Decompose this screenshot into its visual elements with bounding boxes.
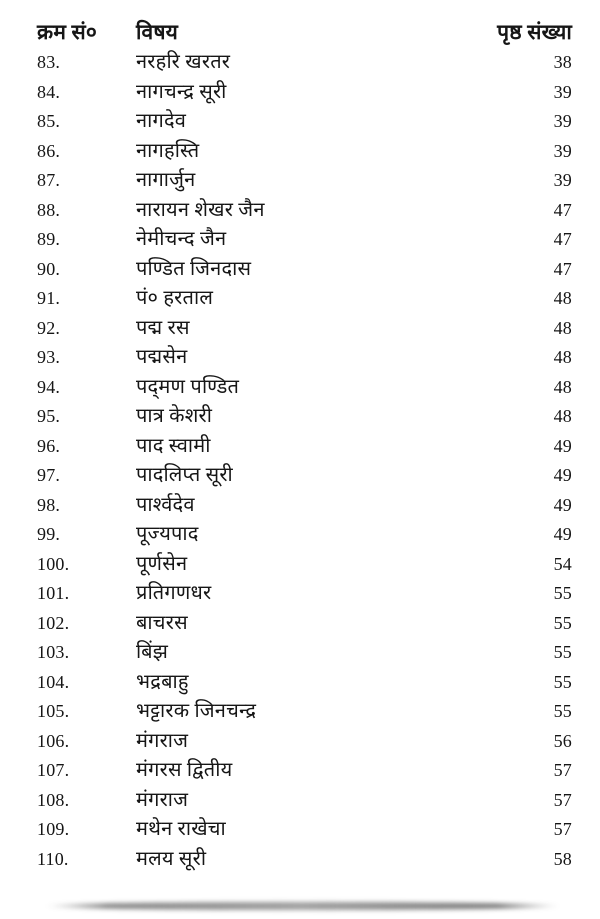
header-serial-column: क्रम सं० [37,20,98,44]
page-cell: 54 [553,553,572,574]
serial-cell: 94. [37,376,61,397]
serial-cell: 96. [37,435,61,456]
subject-cell: पाद स्वामी [136,434,211,457]
page-cell: 39 [553,81,572,102]
page-cell: 57 [553,819,572,839]
subject-cell: मथेन राखेचा [136,818,226,840]
subject-cell: भद्रबाहु [136,670,189,693]
page-cell: 48 [553,347,572,367]
scan-shadow-artifact [45,902,560,910]
page-cell: 56 [553,730,572,751]
subject-cell: पद्म रस [136,316,190,339]
subject-cell: नागदेव [136,110,187,132]
table-row [0,78,600,108]
subject-cell: नागार्जुन [136,169,196,191]
serial-cell: 84. [37,81,61,102]
page-cell: 48 [553,317,572,338]
subject-cell: मलय सूरी [136,847,207,870]
page-cell: 49 [553,494,572,515]
serial-cell: 108. [37,789,70,810]
subject-cell: भट्टारक जिनचन्द्र [136,700,257,722]
table-row [0,638,600,668]
subject-cell: बाचरस [136,611,188,634]
table-row [0,402,600,432]
serial-cell: 91. [37,288,61,308]
page-cell: 39 [553,111,572,131]
subject-cell: मंगराज [136,788,189,811]
serial-cell: 83. [37,52,61,72]
serial-cell: 90. [37,258,61,279]
table-row [0,756,600,786]
serial-cell: 100. [37,553,70,574]
table-row [0,166,600,196]
subject-cell: नागचन्द्र सूरी [136,80,227,103]
subject-cell: पात्र केशरी [136,405,213,427]
serial-cell: 107. [37,760,70,780]
page-cell: 39 [553,170,572,190]
table-row [0,196,600,226]
table-row [0,727,600,757]
page-cell: 57 [553,789,572,810]
serial-cell: 86. [37,140,61,161]
table-row [0,845,600,875]
page-cell: 49 [553,435,572,456]
subject-cell: नेमीचन्द जैन [136,228,227,250]
page-cell: 48 [553,376,572,397]
table-row [0,609,600,639]
table-row [0,550,600,580]
serial-cell: 106. [37,730,70,751]
serial-cell: 97. [37,465,61,485]
table-row [0,225,600,255]
table-row [0,815,600,845]
page-cell: 55 [553,671,572,692]
page-cell: 57 [553,760,572,780]
page-cell: 55 [553,701,572,721]
serial-cell: 102. [37,612,70,633]
table-row [0,314,600,344]
serial-cell: 101. [37,583,70,603]
subject-cell: बिंझ [136,641,169,663]
table-row [0,284,600,314]
table-body [0,48,600,874]
subject-cell: मंगराज [136,729,189,752]
serial-cell: 85. [37,111,61,131]
page-cell: 38 [553,52,572,72]
subject-cell: प्रतिगणधर [136,582,212,604]
subject-cell: पं० हरताल [136,287,214,309]
page-cell: 49 [553,465,572,485]
serial-cell: 103. [37,642,70,662]
serial-cell: 88. [37,199,61,220]
table-header [0,16,600,48]
serial-cell: 105. [37,701,70,721]
serial-cell: 92. [37,317,61,338]
subject-cell: पद्मसेन [136,346,188,368]
serial-cell: 109. [37,819,70,839]
serial-cell: 87. [37,170,61,190]
serial-cell: 110. [37,848,69,869]
serial-cell: 104. [37,671,70,692]
subject-cell: पद्‌मण पण्डित [136,375,240,398]
table-row [0,48,600,78]
subject-cell: पार्श्वदेव [136,493,195,516]
table-row [0,137,600,167]
serial-cell: 93. [37,347,61,367]
serial-cell: 89. [37,229,61,249]
page-cell: 58 [553,848,572,869]
table-row [0,255,600,285]
page-cell: 47 [553,229,572,249]
serial-cell: 95. [37,406,61,426]
subject-cell: नारायन शेखर जैन [136,198,265,221]
page-cell: 39 [553,140,572,161]
subject-cell: नागहस्ति [136,139,200,162]
page-cell: 47 [553,199,572,220]
table-row [0,373,600,403]
table-row [0,786,600,816]
page-cell: 48 [553,288,572,308]
page-cell: 55 [553,612,572,633]
table-row [0,461,600,491]
subject-cell: मंगरस द्वितीय [136,759,233,781]
table-row [0,668,600,698]
header-subject-column: विषय [136,20,179,44]
table-row [0,491,600,521]
table-row [0,520,600,550]
page-cell: 47 [553,258,572,279]
page-cell: 48 [553,406,572,426]
table-row [0,107,600,137]
subject-cell: पण्डित जिनदास [136,257,252,280]
header-page-column: पृष्ठ संख्या [497,20,572,44]
table-row [0,579,600,609]
page-cell: 55 [553,583,572,603]
serial-cell: 98. [37,494,61,515]
serial-cell: 99. [37,524,61,544]
table-row [0,343,600,373]
page-cell: 55 [553,642,572,662]
table-row [0,432,600,462]
subject-cell: पूज्यपाद [136,523,199,545]
table-row [0,697,600,727]
subject-cell: पादलिप्त सूरी [136,464,233,486]
page-cell: 49 [553,524,572,544]
subject-cell: पूर्णसेन [136,552,188,575]
subject-cell: नरहरि खरतर [136,51,231,73]
